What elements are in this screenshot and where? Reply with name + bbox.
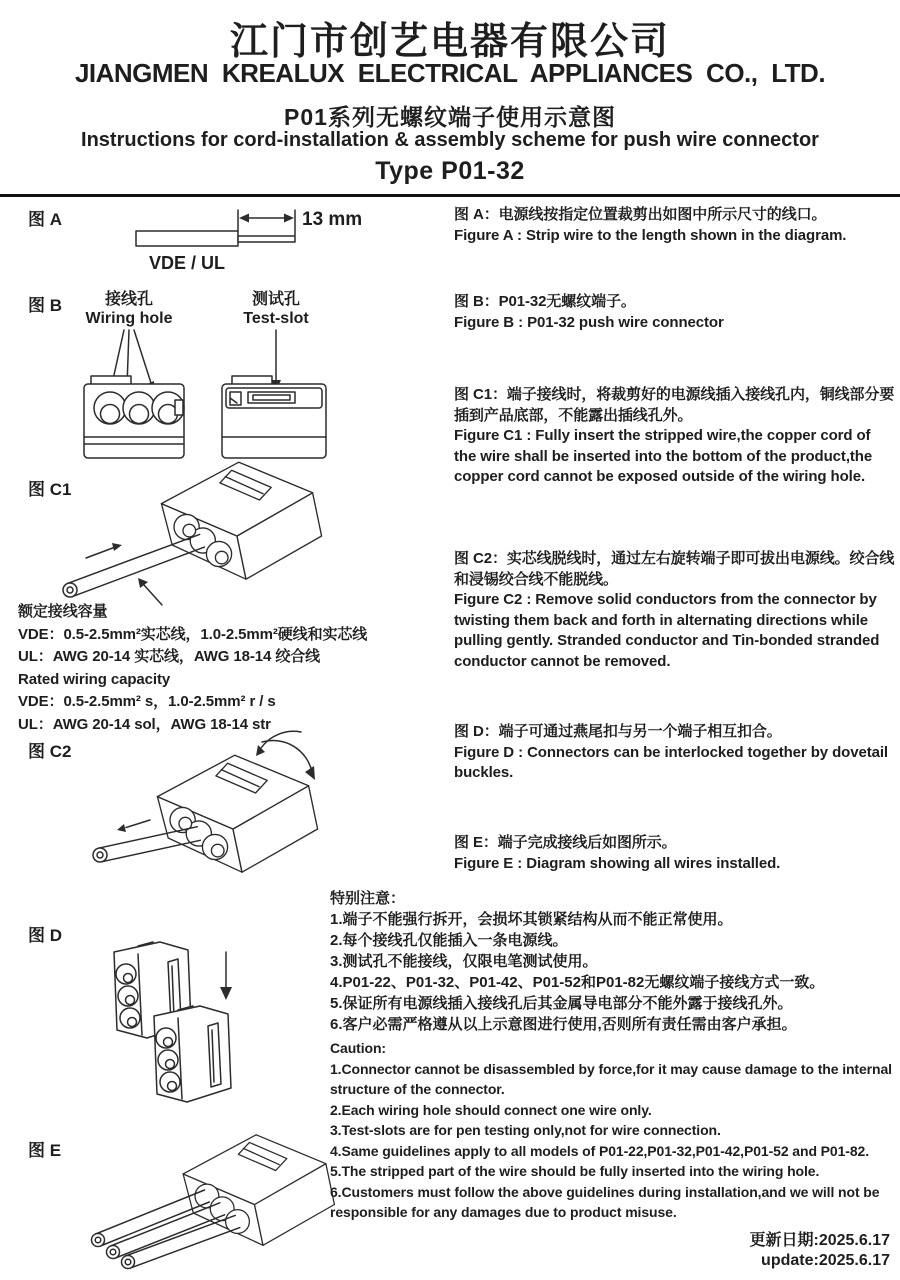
figure-a-label: 图 A	[28, 210, 62, 229]
section-figure-e	[454, 833, 896, 874]
note-item-cn: 3.测试孔不能接线，仅限电笔测试使用。	[330, 953, 598, 970]
subtitle-cn: P01系列无螺纹端子使用示意图	[284, 104, 616, 130]
company-name-en: JIANGMEN KREALUX ELECTRICAL APPLIANCES CO., LTD.	[74, 58, 826, 88]
figure-c1-diagram	[38, 455, 348, 613]
note-item-cn: 1.端子不能强行拆开，会损坏其锁紧结构从而不能正常使用。	[330, 911, 733, 928]
update-date-en: update:2025.6.17	[761, 1252, 890, 1269]
caution-title-en: Caution:	[330, 1040, 386, 1056]
test-slot-label-cn: 测试孔	[251, 291, 301, 308]
capacity-title-en: Rated wiring capacity	[18, 670, 171, 688]
figure-d-diagram	[92, 930, 267, 1104]
capacity-title-cn: 额定接线容量	[18, 603, 108, 620]
update-date-cn: 更新日期:2025.6.17	[749, 1232, 890, 1249]
capacity-vde-en: VDE：0.5-2.5mm² s，1.0-2.5mm² r / s	[18, 693, 276, 710]
notes-title-cn: 特别注意：	[330, 890, 406, 907]
figure-a-diagram	[118, 200, 418, 280]
test-slot-label-en: Test-slot	[243, 310, 309, 327]
header-divider	[0, 194, 900, 197]
section-b-text-cn: 图 B：P01-32无螺纹端子。	[454, 293, 636, 310]
wire-icon	[136, 231, 295, 246]
lower-connector-icon	[154, 1006, 231, 1102]
caution-item-en: 6.Customers must follow the above guidelines during installation,and we will not be responsible for any damages due to product misuse.	[330, 1183, 880, 1220]
section-figure-a	[454, 205, 896, 246]
section-e-text-cn: 图 E：端子完成接线后如图所示。	[454, 834, 677, 851]
figure-c2-label: 图 C2	[28, 742, 72, 761]
note-item-cn: 2.每个接线孔仅能插入一条电源线。	[330, 932, 568, 949]
rated-capacity-block	[18, 601, 438, 736]
section-a-text-cn: 图 A：电源线按指定位置裁剪出如图中所示尺寸的线口。	[454, 206, 827, 223]
wiring-hole-label-en: Wiring hole	[85, 310, 173, 327]
subtitle-en: Instructions for cord-installation & assembly scheme for push wire connector	[81, 129, 819, 151]
section-e-text-en: Figure E : Diagram showing all wires installed.	[454, 854, 781, 872]
connector-3d-icon	[183, 1135, 334, 1246]
footer	[749, 1231, 890, 1271]
caution-item-en: 4.Same guidelines apply to all models of P01-22,P01-32,P01-42,P01-52 and P01-82.	[330, 1142, 870, 1159]
figure-e-diagram	[82, 1126, 338, 1276]
note-item-cn: 4.P01-22、P01-32、P01-42、P01-52和P01-82无螺纹端子接线方式一致。	[330, 974, 825, 991]
notes-block	[330, 888, 900, 1223]
capacity-vde-cn: VDE：0.5-2.5mm²实芯线，1.0-2.5mm²硬线和实芯线	[18, 625, 368, 643]
section-c1-text-en: Figure C1 : Fully insert the stripped wire,the copper cord of the wire shall be inserted into the bottom of the product,the copper cord cannot be exposed outside of the wiring hole.	[454, 427, 873, 485]
figure-b-diagram	[72, 288, 340, 466]
connector-3d-icon	[161, 462, 321, 579]
figure-e-label: 图 E	[28, 1141, 62, 1160]
caution-item-en: 2.Each wiring hole should connect one wire only.	[330, 1101, 652, 1118]
section-a-text-en: Figure A : Strip wire to the length shown in the diagram.	[454, 226, 847, 244]
caution-item-en: 1.Connector cannot be disassembled by force,for it may cause damage to the internal structure of the connector.	[330, 1060, 892, 1097]
connector-side-view	[222, 376, 326, 458]
connector-front-view	[84, 376, 184, 458]
caution-item-en: 5.The stripped part of the wire should be fully inserted into the wiring hole.	[330, 1163, 820, 1179]
figure-d-label: 图 D	[28, 926, 62, 945]
figure-c2-diagram	[72, 720, 334, 892]
dimension-text: 13 mm	[302, 209, 363, 230]
wiring-hole-label-cn: 接线孔	[104, 291, 154, 308]
section-c1-text-cn: 图 C1：端子接线时，将裁剪好的电源线插入接线孔内，铜线部分要插到产品底部，不能露出插线孔外。	[454, 386, 895, 424]
extraction-arrow-icon	[117, 820, 150, 832]
section-figure-b	[454, 292, 896, 333]
interlock-arrow-icon	[220, 952, 232, 1000]
section-d-text-cn: 图 D：端子可通过燕尾扣与另一个端子相互扣合。	[454, 723, 782, 740]
company-name-cn: 江门市创艺电器有限公司	[229, 21, 670, 63]
note-item-cn: 5.保证所有电源线插入接线孔后其金属导电部分不能外露于接线孔外。	[330, 995, 793, 1012]
note-item-cn: 6.客户必需严格遵从以上示意图进行使用,否则所有责任需由客户承担。	[330, 1016, 797, 1033]
standard-text: VDE / UL	[148, 253, 226, 273]
section-c2-text-en: Figure C2 : Remove solid conductors from the connector by twisting them back and forth in alternating directions while pulling gently. Stranded conductor and Tin-bonded stranded conductor cannot be removed.	[454, 591, 880, 670]
figure-c1-label: 图 C1	[28, 480, 72, 499]
capacity-ul-en: UL：AWG 20-14 sol，AWG 18-14 str	[18, 715, 271, 733]
capacity-ul-cn: UL：AWG 20-14 实芯线，AWG 18-14 绞合线	[18, 648, 321, 665]
section-b-text-en: Figure B : P01-32 push wire connector	[454, 313, 724, 331]
connector-3d-icon	[157, 755, 317, 872]
section-figure-d	[454, 722, 896, 784]
section-figure-c1	[454, 385, 896, 488]
caution-item-en: 3.Test-slots are for pen testing only,not for wire connection.	[330, 1122, 721, 1138]
product-type-label: Type P01-32	[375, 157, 525, 185]
section-d-text-en: Figure D : Connectors can be interlocked together by dovetail buckles.	[454, 743, 888, 781]
figure-b-label: 图 B	[28, 296, 62, 315]
section-c2-text-cn: 图 C2：实芯线脱线时，通过左右旋转端子即可拔出电源线。绞合线和浸锡绞合线不能脱线。	[454, 550, 895, 588]
dimension-arrow	[238, 210, 295, 235]
section-figure-c2	[454, 549, 896, 672]
